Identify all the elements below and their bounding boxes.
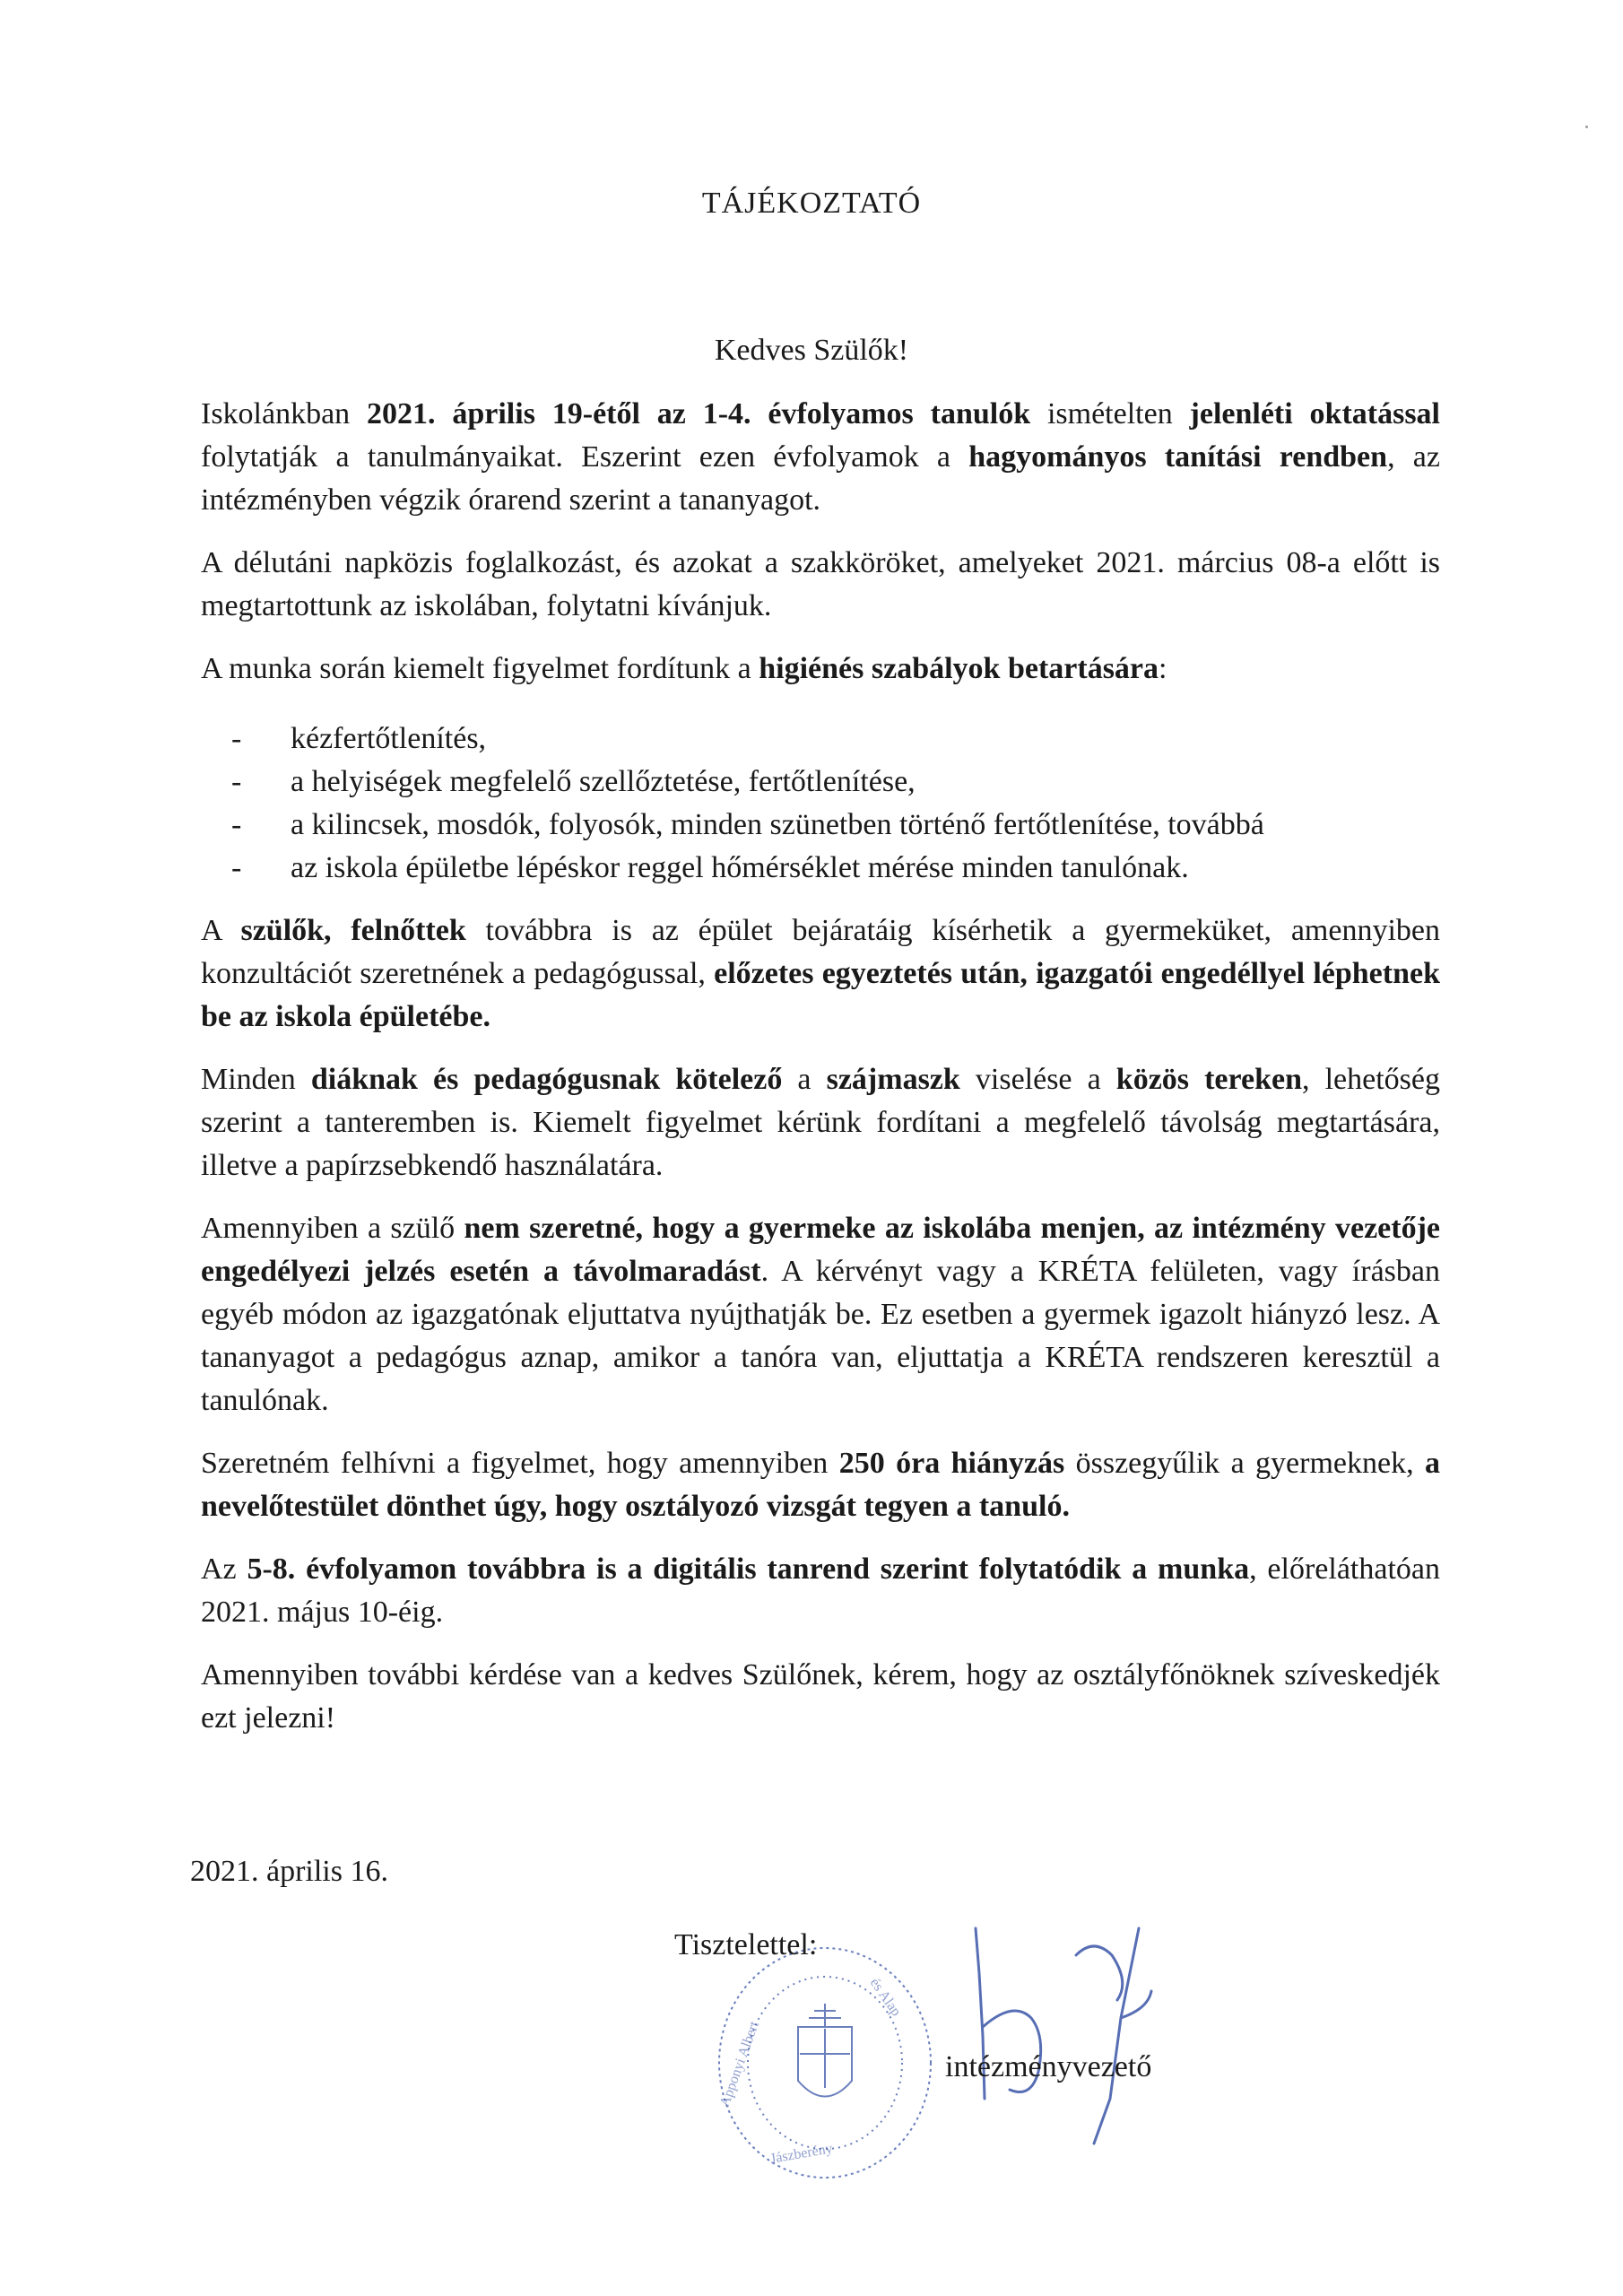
bold-text: 250 óra hiányzás bbox=[838, 1447, 1065, 1480]
closing-greeting: Tisztelettel: bbox=[674, 1928, 818, 1961]
text-run: , lehetőség szerint a tanteremben is. Kiemelt figyelmet kérünk fordítani a megfelelő távolság megtartására, illetve a papírzsebkendő használatára. bbox=[201, 1063, 1440, 1182]
official-stamp bbox=[708, 1928, 950, 2188]
text-run: : bbox=[1159, 652, 1167, 685]
paragraph-absence bbox=[201, 1207, 1440, 1422]
bold-text: 5-8. évfolyamon továbbra is a digitális tanrend szerint folytatódik a munka bbox=[247, 1552, 1250, 1586]
document-title: TÁJÉKOZTATÓ bbox=[701, 187, 922, 220]
paragraph-attendance bbox=[201, 393, 1440, 522]
paragraph-hygiene-intro bbox=[201, 648, 1440, 691]
bold-text: a nevelőtestület dönthet úgy, hogy osztályozó vizsgát tegyen a tanuló. bbox=[201, 1447, 1441, 1523]
document-body bbox=[201, 393, 1440, 1760]
list-item: - a kilincsek, mosdók, folyosók, minden szünetben történő fertőtlenítése, továbbá bbox=[291, 804, 1440, 847]
paragraph-afternoon: A délutáni napközis foglalkozást, és azokat a szakköröket, amelyeket 2021. március 08-a előtt is megtartottunk az iskolában, folytatni kívánjuk. bbox=[201, 546, 1440, 622]
text-run: A munka során kiemelt figyelmet fordítunk a bbox=[201, 652, 759, 685]
text-run: , az intézményben végzik órarend szerint a tananyagot. bbox=[201, 440, 1440, 517]
text-run: , előreláthatóan 2021. május 10-éig. bbox=[201, 1552, 1440, 1629]
handwritten-signature bbox=[959, 1919, 1166, 2152]
scan-speck bbox=[1585, 126, 1588, 128]
text-run: folytatják a tanulmányaikat. Eszerint ezen évfolyamok a bbox=[201, 440, 969, 474]
signatory-role: intézményvezető bbox=[945, 2050, 1152, 2083]
bold-text: szülők, felnőttek bbox=[240, 914, 466, 947]
svg-text:Apponyi Albert: Apponyi Albert bbox=[716, 2019, 762, 2109]
text-run: . A kérvényt vagy a KRÉTA felületen, vagy írásban egyéb módon az igazgatónak eljuttatva nyújthatják be. Ez esetben a gyermek igazolt hiányzó lesz. A tananyagot a pedagógus aznap, amikor a tanóra van, eljuttatja a KRÉTA rendszeren keresztül a tanulónak. bbox=[201, 1255, 1440, 1417]
text-run: A bbox=[201, 914, 241, 947]
svg-text:Jászberény: Jászberény bbox=[768, 2141, 834, 2167]
text-run: Amennyiben a szülő bbox=[201, 1212, 464, 1245]
text-run: viselése a bbox=[959, 1063, 1116, 1096]
list-item: - a helyiségek megfelelő szellőztetése, fertőtlenítése, bbox=[291, 761, 1440, 804]
bold-text: diáknak és pedagógusnak kötelező bbox=[310, 1063, 783, 1096]
hygiene-list bbox=[201, 718, 1440, 890]
text-run: Szeretném felhívni a figyelmet, hogy amennyiben bbox=[201, 1447, 839, 1480]
text-run: Minden bbox=[201, 1063, 311, 1096]
bold-text: higiénés szabályok betartására bbox=[759, 652, 1159, 685]
list-item: - az iskola épületbe lépéskor reggel hőmérséklet mérése minden tanulónak. bbox=[291, 847, 1440, 890]
text-run: Az bbox=[201, 1552, 247, 1586]
bold-text: nem szeretné, hogy a gyermeke az iskolába menjen, az intézmény vezetője engedélyezi jelzés esetén a távolmaradást bbox=[201, 1212, 1440, 1288]
text-run: ismételten bbox=[1030, 397, 1190, 430]
bold-text: hagyományos tanítási rendben bbox=[968, 440, 1388, 474]
bold-text: előzetes egyeztetés után, igazgatói engedéllyel léphetnek be az iskola épületébe. bbox=[201, 957, 1440, 1033]
bold-text: szájmaszk bbox=[826, 1063, 960, 1096]
svg-text:és Alap: és Alap bbox=[866, 1975, 904, 2020]
bold-text: közös tereken bbox=[1115, 1063, 1303, 1096]
paragraph-parents bbox=[201, 909, 1440, 1039]
paragraph-digital bbox=[201, 1548, 1440, 1634]
text-run: továbbra is az épület bejáratáig kísérhetik a gyermeküket, amennyiben konzultációt szeretnének a pedagógussal, bbox=[201, 914, 1440, 990]
bold-text: jelenléti oktatással bbox=[1189, 397, 1440, 430]
list-item: - kézfertőtlenítés, bbox=[291, 718, 1440, 761]
bold-text: 2021. április 19-étől az 1-4. évfolyamos tanulók bbox=[367, 397, 1031, 430]
paragraph-hours bbox=[201, 1442, 1440, 1528]
greeting: Kedves Szülők! bbox=[714, 334, 909, 367]
paragraph-questions: Amennyiben további kérdése van a kedves Szülőnek, kérem, hogy az osztályfőnöknek szíveskedjék ezt jelezni! bbox=[201, 1658, 1440, 1735]
document-date: 2021. április 16. bbox=[190, 1855, 388, 1888]
text-run: a bbox=[782, 1063, 827, 1096]
text-run: összegyűlik a gyermeknek, bbox=[1064, 1447, 1426, 1480]
text-run: Iskolánkban bbox=[201, 397, 368, 430]
paragraph-mask bbox=[201, 1058, 1440, 1187]
